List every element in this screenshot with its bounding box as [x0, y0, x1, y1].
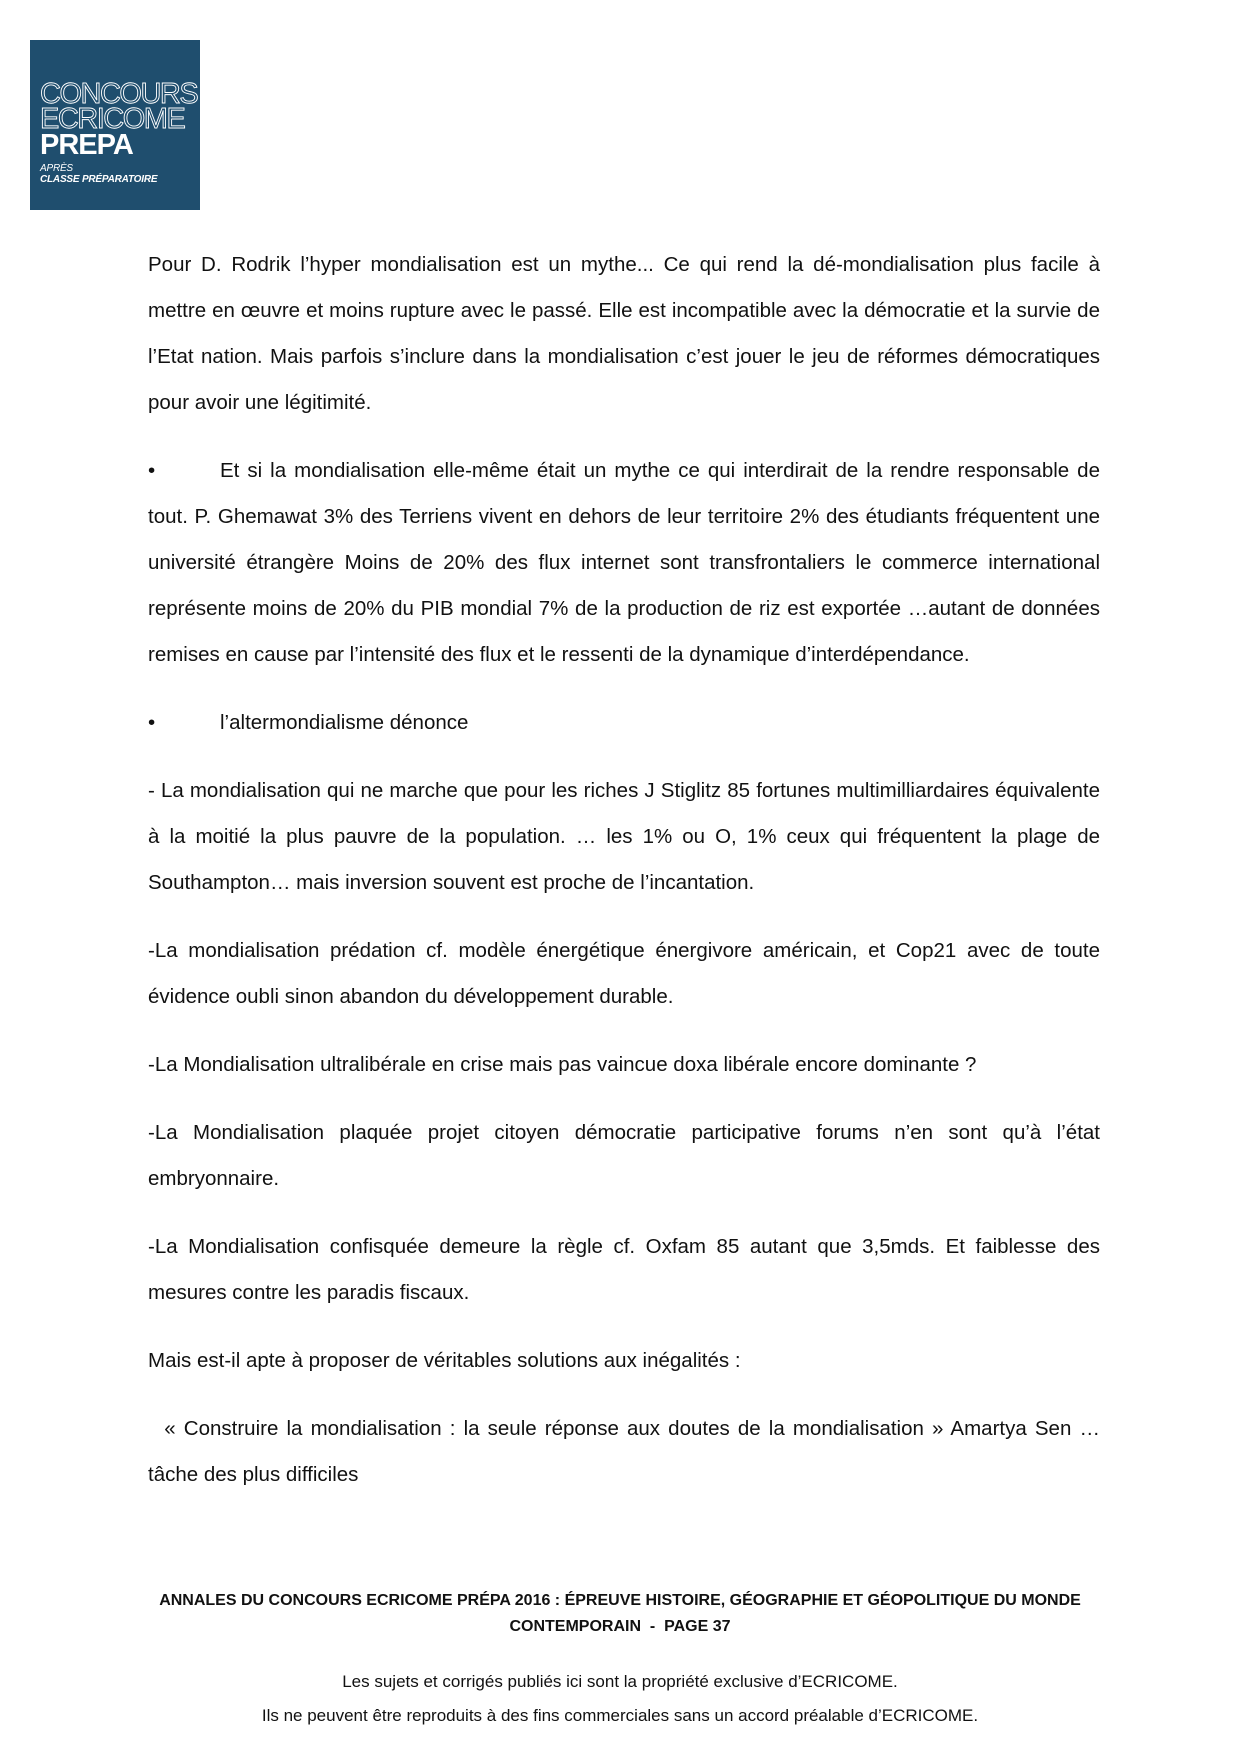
paragraph-plaquee: -La Mondialisation plaquée projet citoyen démocratie participative forums n’en sont qu’à l’état embryonnaire. [148, 1121, 1100, 1190]
paragraph-confisquee: -La Mondialisation confisquée demeure la règle cf. Oxfam 85 autant que 3,5mds. Et faiblesse des mesures contre les paradis fiscaux. [148, 1235, 1100, 1304]
bullet-icon: • [148, 459, 156, 482]
footer-title-line1: ANNALES DU CONCOURS ECRICOME PRÉPA 2016 : ÉPREUVE HISTOIRE, GÉOGRAPHIE ET GÉOPOLITIQUE DU MONDE [159, 1592, 1081, 1609]
footer-notice-line2: Ils ne peuvent être reproduits à des fins commerciales sans un accord préalable d’ECRICOME. [261, 1706, 979, 1725]
document-body [148, 242, 1100, 1520]
paragraph-predation: -La mondialisation prédation cf. modèle énergétique énergivore américain, et Cop21 avec de toute évidence oubli sinon abandon du développement durable. [148, 939, 1100, 1008]
footer-title [60, 1588, 1180, 1640]
logo-line-ecricome: ECRICOME [40, 103, 185, 135]
bullet-icon: • [148, 711, 156, 734]
bullet-text-mythe: Et si la mondialisation elle-même était un mythe ce qui interdirait de la rendre responsable de tout. P. Ghemawat 3% des Terriens vivent en dehors de leur territoire 2% des étudiants fréquentent une université étrangère Moins de 20% des flux internet sont transfrontaliers le commerce international représente moins de 20% du PIB mondial 7% de la production de riz est exportée …autant de données remises en cause par l’intensité des flux et le ressenti de la dynamique d’interdépendance. [148, 459, 1100, 666]
bullet-paragraph-mythe [148, 448, 1100, 678]
footer-notice-line1: Les sujets et corrigés publiés ici sont la propriété exclusive d’ECRICOME. [342, 1672, 898, 1691]
paragraph-rodrik: Pour D. Rodrik l’hyper mondialisation est un mythe... Ce qui rend la dé-mondialisation plus facile à mettre en œuvre et moins rupture avec le passé. Elle est incompatible avec la démocratie et la survie de l’Etat nation. Mais parfois s’inclure dans la mondialisation c’est jouer le jeu de réformes démocratiques pour avoir une légitimité. [148, 253, 1100, 414]
paragraph-ultraliberale: -La Mondialisation ultralibérale en crise mais pas vaincue doxa libérale encore dominante ? [148, 1053, 977, 1076]
logo-line-prepa: PREPA [40, 129, 133, 161]
logo-line-concours: CONCOURS [40, 78, 198, 110]
footer-copyright-notice [60, 1665, 1180, 1733]
bullet-text-altermondialisme: l’altermondialisme dénonce [220, 711, 469, 734]
logo-line-apres: APRÈS [40, 163, 73, 174]
paragraph-quote-sen: « Construire la mondialisation : la seule réponse aux doutes de la mondialisation » Amartya Sen …tâche des plus difficiles [148, 1417, 1100, 1486]
logo-line-classe-preparatoire: CLASSE PRÉPARATOIRE [40, 174, 158, 185]
footer-title-line2: CONTEMPORAIN - PAGE 37 [509, 1618, 731, 1635]
ecricome-logo [30, 40, 200, 210]
paragraph-riches: - La mondialisation qui ne marche que pour les riches J Stiglitz 85 fortunes multimilliardaires équivalente à la moitié la plus pauvre de la population. … les 1% ou O, 1% ceux qui fréquentent la plage de Southampton… mais inversion souvent est proche de l’incantation. [148, 779, 1100, 894]
bullet-paragraph-altermondialisme [148, 700, 1100, 746]
paragraph-question: Mais est-il apte à proposer de véritables solutions aux inégalités : [148, 1349, 741, 1372]
